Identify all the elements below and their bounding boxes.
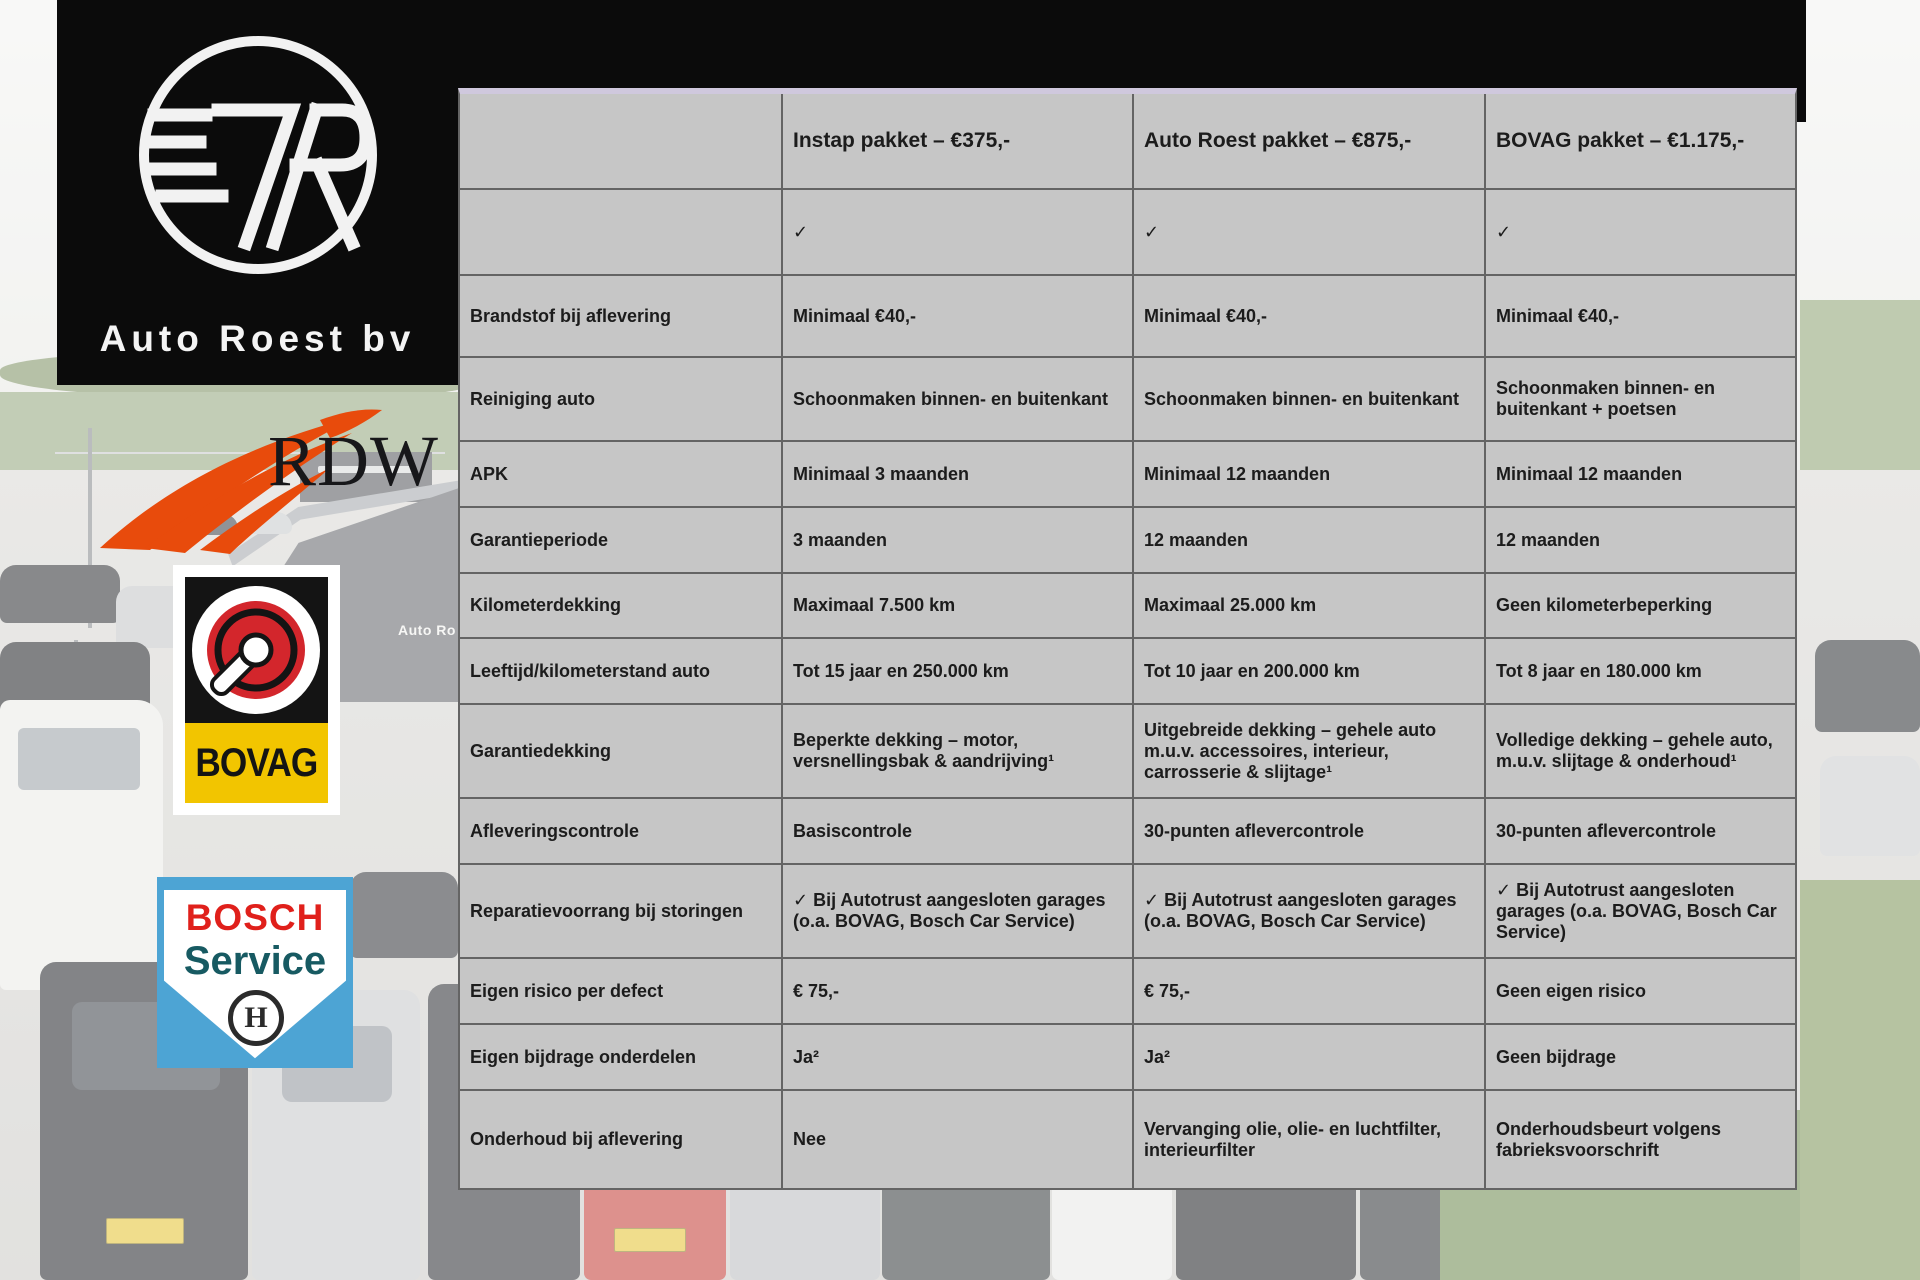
- cell: € 75,-: [783, 959, 1132, 1023]
- bovag-wordmark: BOVAG: [185, 723, 328, 803]
- company-name: Auto Roest bv: [99, 318, 416, 359]
- cell: Tot 15 jaar en 250.000 km: [783, 639, 1132, 703]
- cell: 30-punten aflevercontrole: [1134, 799, 1484, 863]
- row-label-reparatievoorrang: Reparatievoorrang bij storingen: [460, 865, 781, 957]
- bosch-armature-icon: H: [228, 990, 284, 1046]
- checkmark-icon: ✓: [1486, 190, 1795, 274]
- row-label-afleveringscontrole: Afleveringscontrole: [460, 799, 781, 863]
- cell: Beperkte dekking – motor, versnellingsbak & aandrijving¹: [783, 705, 1132, 797]
- cell: Maximaal 7.500 km: [783, 574, 1132, 637]
- row-label-leeftijd: Leeftijd/kilometerstand auto: [460, 639, 781, 703]
- cell: Minimaal €40,-: [1486, 276, 1795, 356]
- cell: € 75,-: [1134, 959, 1484, 1023]
- bovag-emblem-icon: [185, 577, 328, 723]
- row-label-kilometerdekking: Kilometerdekking: [460, 574, 781, 637]
- cell: 3 maanden: [783, 508, 1132, 572]
- header-bovag-pakket: BOVAG pakket – €1.175,-: [1486, 94, 1795, 188]
- header-empty: [460, 94, 781, 188]
- cell: Tot 8 jaar en 180.000 km: [1486, 639, 1795, 703]
- building-sign-text: Auto Ro: [398, 622, 456, 638]
- cell: Uitgebreide dekking – gehele auto m.u.v. accessoires, interieur, carrosserie & slijtage¹: [1134, 705, 1484, 797]
- cell: 30-punten aflevercontrole: [1486, 799, 1795, 863]
- row-label-garantiedekking: Garantiedekking: [460, 705, 781, 797]
- row-label-onderhoud: Onderhoud bij aflevering: [460, 1091, 781, 1188]
- cell: Volledige dekking – gehele auto, m.u.v. slijtage & onderhoud¹: [1486, 705, 1795, 797]
- row-label-brandstof: Brandstof bij aflevering: [460, 276, 781, 356]
- row-label-eigen-risico: Eigen risico per defect: [460, 959, 781, 1023]
- cell: Onderhoudsbeurt volgens fabrieksvoorschrift: [1486, 1091, 1795, 1188]
- header-auto-roest-pakket: Auto Roest pakket – €875,-: [1134, 94, 1484, 188]
- bosch-service-logo: [157, 877, 353, 1068]
- cell: Minimaal 12 maanden: [1486, 442, 1795, 506]
- cell: 12 maanden: [1134, 508, 1484, 572]
- package-comparison-table: [458, 88, 1797, 1190]
- cell: 12 maanden: [1486, 508, 1795, 572]
- cell: Schoonmaken binnen- en buitenkant: [783, 358, 1132, 440]
- bosch-wordmark: BOSCH: [185, 897, 325, 938]
- row-label-reiniging: Reiniging auto: [460, 358, 781, 440]
- cell: Minimaal 3 maanden: [783, 442, 1132, 506]
- header-instap-pakket: Instap pakket – €375,-: [783, 94, 1132, 188]
- cell: ✓ Bij Autotrust aangesloten garages (o.a. BOVAG, Bosch Car Service): [1134, 865, 1484, 957]
- bovag-logo: [173, 565, 340, 815]
- cell: Nee: [783, 1091, 1132, 1188]
- cell: Minimaal 12 maanden: [1134, 442, 1484, 506]
- auto-roest-logo-mark-7r-icon: [133, 30, 383, 280]
- checkmark-icon: ✓: [1134, 190, 1484, 274]
- row-label-garantieperiode: Garantieperiode: [460, 508, 781, 572]
- cell: Schoonmaken binnen- en buitenkant: [1134, 358, 1484, 440]
- cell: Ja²: [1134, 1025, 1484, 1089]
- cell: Geen bijdrage: [1486, 1025, 1795, 1089]
- cell: ✓ Bij Autotrust aangesloten garages (o.a. BOVAG, Bosch Car Service): [783, 865, 1132, 957]
- row-label-eigen-bijdrage: Eigen bijdrage onderdelen: [460, 1025, 781, 1089]
- cell: Minimaal €40,-: [783, 276, 1132, 356]
- row-label: [460, 190, 781, 274]
- cell: Ja²: [783, 1025, 1132, 1089]
- cell: Maximaal 25.000 km: [1134, 574, 1484, 637]
- cell: Tot 10 jaar en 200.000 km: [1134, 639, 1484, 703]
- checkmark-icon: ✓: [783, 190, 1132, 274]
- cell: Schoonmaken binnen- en buitenkant + poetsen: [1486, 358, 1795, 440]
- cell: Basiscontrole: [783, 799, 1132, 863]
- cell: Geen kilometerbeperking: [1486, 574, 1795, 637]
- rdw-wordmark: RDW: [268, 421, 439, 501]
- rdw-logo: [90, 398, 460, 573]
- cell: Geen eigen risico: [1486, 959, 1795, 1023]
- auto-roest-logo: [57, 0, 458, 385]
- bosch-service-wordmark: Service: [183, 939, 327, 983]
- cell: Vervanging olie, olie- en luchtfilter, interieurfilter: [1134, 1091, 1484, 1188]
- cell: Minimaal €40,-: [1134, 276, 1484, 356]
- cell: ✓ Bij Autotrust aangesloten garages (o.a. BOVAG, Bosch Car Service): [1486, 865, 1795, 957]
- row-label-apk: APK: [460, 442, 781, 506]
